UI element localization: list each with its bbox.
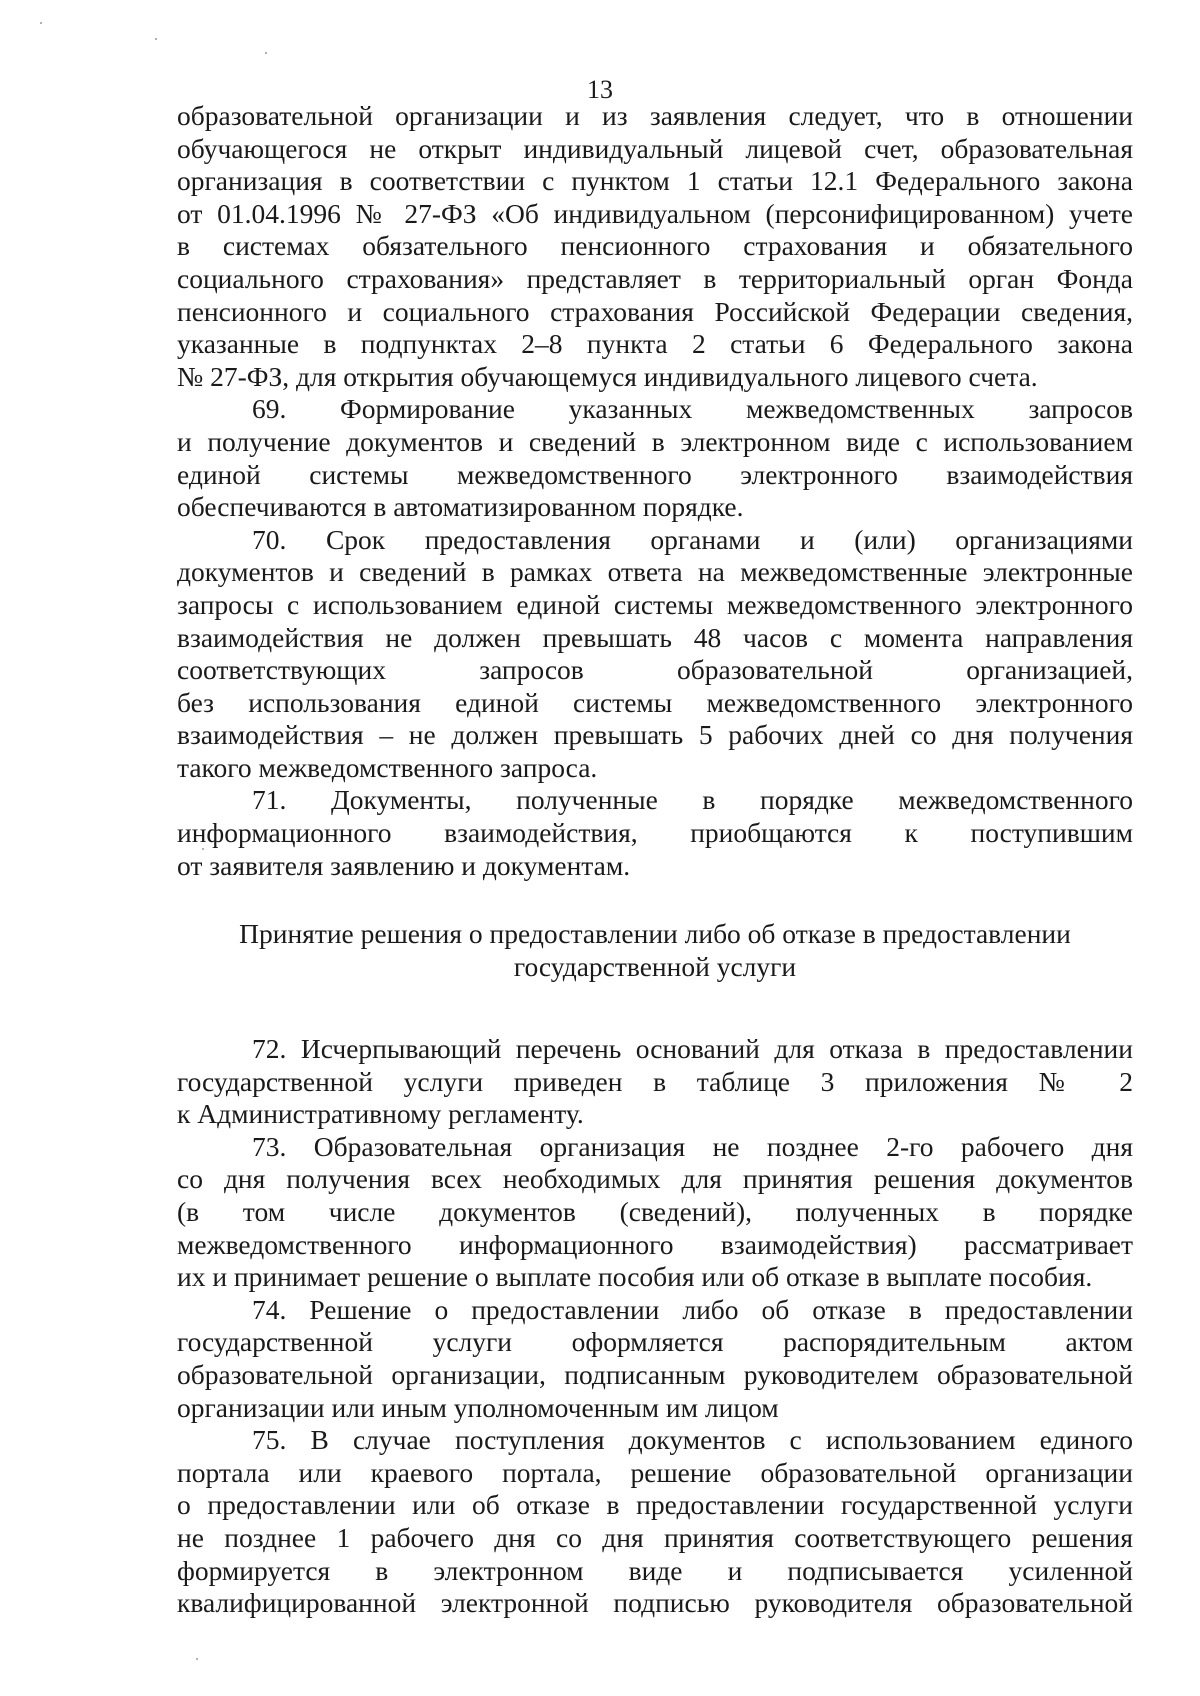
text-line: пенсионного и социального страхования Российской Федерации сведения, [177, 295, 1133, 327]
text-line: (в том числе документов (сведений), полученных в порядке [177, 1195, 1133, 1227]
text-line: в системах обязательного пенсионного страхования и обязательного [177, 230, 1133, 262]
scan-speck [155, 38, 157, 40]
text-line: без использования единой системы межведомственного электронного [177, 686, 1133, 718]
body-text-block-1 [177, 100, 1133, 882]
text-line: организации или иным уполномоченным им лицом [177, 1391, 779, 1423]
text-line: формируется в электронном виде и подписывается усиленной [177, 1554, 1133, 1586]
page-number: 13 [587, 75, 613, 104]
heading-line: государственной услуги [513, 950, 797, 982]
text-line: межведомственного информационного взаимодействия) рассматривает [177, 1228, 1133, 1260]
scan-speck [265, 52, 267, 54]
text-line: соответствующих запросов образовательной организацией, [177, 654, 1133, 686]
scan-speck [40, 22, 42, 24]
text-line: 69. Формирование указанных межведомственных запросов [252, 393, 1133, 425]
heading-line: Принятие решения о предоставлении либо об отказе в предоставлении [239, 918, 1071, 949]
text-line: № 27-ФЗ, для открытия обучающемуся индивидуального лицевого счета. [177, 360, 1038, 392]
text-line: информационного взаимодействия, приобщаются к поступившим [177, 817, 1133, 849]
text-line: портала или краевого портала, решение образовательной организации [177, 1456, 1133, 1488]
text-line: от заявителя заявлению и документам. [177, 849, 631, 881]
text-line: запросы с использованием единой системы межведомственного электронного [177, 588, 1133, 620]
text-line: 74. Решение о предоставлении либо об отказе в предоставлении [252, 1293, 1133, 1325]
text-line: от 01.04.1996 № 27-ФЗ «Об индивидуальном (персонифицированном) учете [177, 197, 1133, 229]
text-line: государственной услуги оформляется распорядительным актом [177, 1326, 1133, 1358]
text-line: квалифицированной электронной подписью руководителя образовательной [177, 1587, 1133, 1619]
text-line: единой системы межведомственного электронного взаимодействия [177, 458, 1133, 490]
text-line: образовательной организации и из заявления следует, что в отношении [177, 100, 1133, 131]
text-line: к Административному регламенту. [177, 1098, 584, 1130]
text-line: образовательной организации, подписанным руководителем образовательной [177, 1358, 1133, 1390]
text-line: взаимодействия не должен превышать 48 часов с момента направления [177, 621, 1133, 653]
text-line: 72. Исчерпывающий перечень оснований для отказа в предоставлении [252, 1033, 1133, 1064]
text-line: 73. Образовательная организация не позднее 2-го рабочего дня [252, 1130, 1133, 1162]
text-line: о предоставлении или об отказе в предоставлении государственной услуги [177, 1489, 1133, 1521]
text-line: не позднее 1 рабочего дня со дня принятия соответствующего решения [177, 1521, 1133, 1553]
text-line: государственной услуги приведен в таблице 3 приложения № 2 [177, 1065, 1133, 1097]
text-line: 70. Срок предоставления органами и (или) организациями [252, 523, 1133, 555]
text-line: обучающегося не открыт индивидуальный лицевой счет, образовательная [177, 132, 1133, 164]
text-line: со дня получения всех необходимых для принятия решения документов [177, 1163, 1133, 1195]
text-line: указанные в подпунктах 2–8 пункта 2 статьи 6 Федерального закона [177, 328, 1133, 360]
body-text-block-2 [177, 1033, 1133, 1620]
text-line: обеспечиваются в автоматизированном порядке. [177, 491, 744, 523]
scan-speck [196, 1658, 198, 1660]
text-line: взаимодействия – не должен превышать 5 рабочих дней со дня получения [177, 719, 1133, 751]
section-heading [177, 918, 1133, 983]
text-line: социального страхования» представляет в территориальный орган Фонда [177, 262, 1133, 294]
text-line: такого межведомственного запроса. [177, 751, 598, 783]
text-line: 75. В случае поступления документов с использованием единого [252, 1424, 1133, 1456]
text-line: их и принимает решение о выплате пособия или об отказе в выплате пособия. [177, 1261, 1093, 1293]
text-line: документов и сведений в рамках ответа на межведомственные электронные [177, 556, 1133, 588]
text-line: организация в соответствии с пунктом 1 статьи 12.1 Федерального закона [177, 165, 1133, 197]
text-line: и получение документов и сведений в электронном виде с использованием [177, 425, 1133, 457]
text-line: 71. Документы, полученные в порядке межведомственного [252, 784, 1133, 816]
scan-speck [202, 848, 204, 850]
